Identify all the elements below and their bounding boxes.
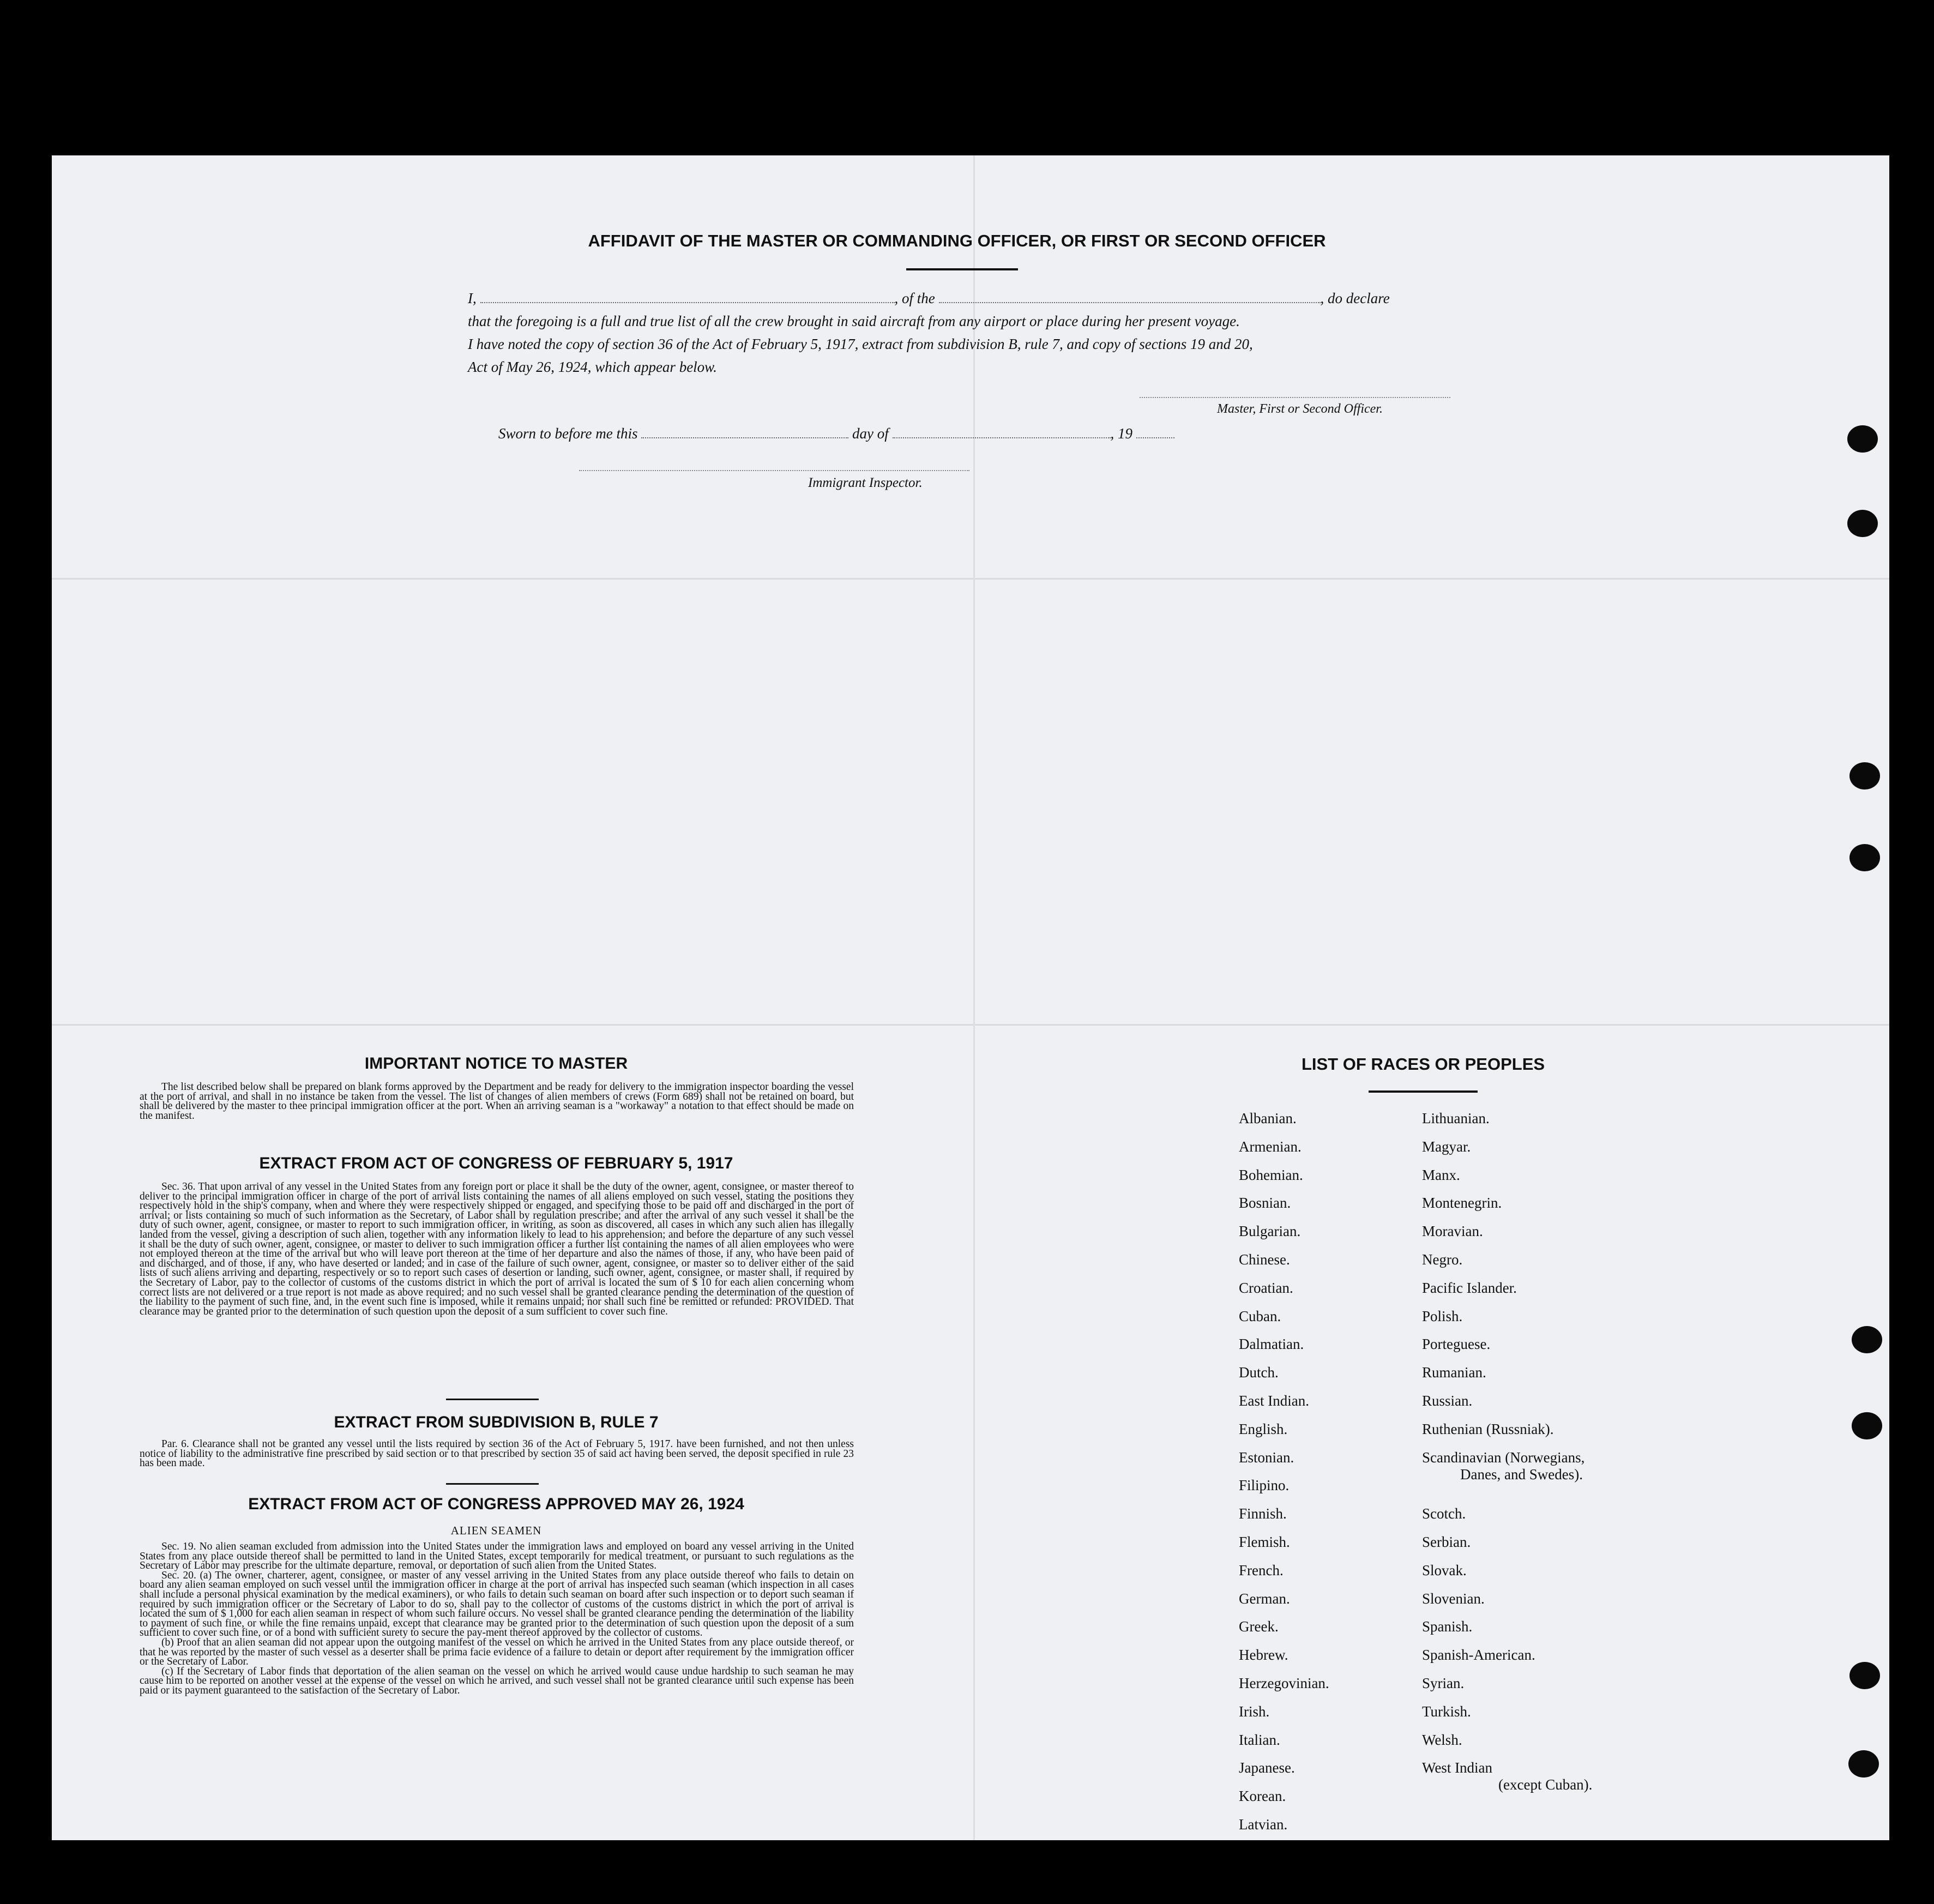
race-item: Armenian. — [1239, 1138, 1302, 1155]
race-item: Chinese. — [1239, 1251, 1290, 1268]
day-field[interactable] — [641, 437, 848, 438]
race-item: Hebrew. — [1239, 1647, 1288, 1664]
title-rule — [906, 268, 1018, 270]
punch-hole — [1852, 1326, 1882, 1353]
race-item: Pacific Islander. — [1422, 1279, 1517, 1296]
master-signature-line[interactable] — [1140, 397, 1450, 398]
race-item: Welsh. — [1422, 1731, 1462, 1748]
fold-line-vertical — [973, 155, 975, 1840]
of-the-label: , of the — [894, 290, 935, 306]
punch-hole — [1848, 1750, 1879, 1778]
do-declare-label: , do declare — [1320, 290, 1390, 306]
race-item: East Indian. — [1239, 1393, 1309, 1409]
race-item: Filipino. — [1239, 1477, 1290, 1494]
affidavit-line2: that the foregoing is a full and true list of all the crew brought in said aircraft from any airport or place during her present voyage. — [468, 313, 1240, 329]
races-title-rule — [1369, 1090, 1478, 1093]
sec20b-paragraph: (b) Proof that an alien seaman did not appear upon the outgoing manifest of the vessel on which he arrived in the United States from any place outside thereof, or that he was reported by the master of such vessel as a deserter shall be prima facie evidence of a failure to detain or deport after requirement by the immigration officer or the Secretary of Labor. — [140, 1636, 854, 1668]
race-item: Russian. — [1422, 1393, 1473, 1409]
extract-1917-body: Sec. 36. That upon arrival of any vessel in the United States from any foreign port or place it shall be the duty of the owner, agent, consignee, or master thereof to deliver to the principal immigration officer in charge of the port of arrival lists containing the names of all aliens employed on such vessel, stating the positions they respectively hold in the ship's company, when and where they were respectively shipped or engaged, and specifying those to be paid off and discharged in the port of arrival; or lists containing so much of such information as the Secretary, of Labor shall by regulation prescribe; and after the arrival of any such vessel it shall be the duty of such owner, agent, consignee, or master to report to such immigration officer, in writing, as soon as discovered, all cases in which any such alien has illegally landed from the vessel, giving a description of such alien, together with any information likely to lead to his apprehension; and before the departure of any such vessel it shall be the duty of such owner, agent, consignee, or master to deliver to such immigration officer a further list containing the names of all alien employees who were not employed thereon at the time of the arrival but who will leave port thereon at the time of her departure and also the names of those, if any, who have been paid of and discharged, and of those, if any, who have deserted or landed; and in case of the failure of such owner, agent, consignee, or master so to deliver either of the said lists of such aliens arriving and departing, respectively or so to report such cases of desertion or landing, such owner, agent, consignee, or master shall, if required by the Secretary of Labor, pay to the collector of customs of the customs district in which the port of arrival is located the sum of $ 10 for each alien concerning whom correct lists are not delivered or a true report is not made as above required; and no such vessel shall be granted clearance pending the determination of the question of the liability to the payment of such fine, and, in the event such fine is imposed, while it remains unpaid; nor shall such fine be remitted or refunded: PROVIDED. That clearance may be granted prior to the determination of such question upon the deposit of a sum sufficient to cover such fine. — [140, 1181, 854, 1317]
day-of-label: day of — [852, 425, 889, 442]
race-item: Lithuanian. — [1422, 1110, 1490, 1126]
section-rule — [446, 1483, 539, 1485]
race-item: Korean. — [1239, 1788, 1286, 1805]
race-item: English. — [1239, 1420, 1288, 1437]
race-item: Italian. — [1239, 1731, 1280, 1748]
race-item: West Indian — [1422, 1760, 1493, 1776]
race-item: Croatian. — [1239, 1279, 1293, 1296]
race-item: Irish. — [1239, 1703, 1270, 1720]
year-label: , 19 — [1110, 425, 1132, 442]
inspector-signature-line[interactable] — [579, 470, 969, 471]
affidavit-line3: I have noted the copy of section 36 of the Act of February 5, 1917, extract from subdivision B, rule 7, and copy of sections 19 and 20, — [468, 336, 1253, 352]
race-item: Moravian. — [1422, 1223, 1483, 1240]
race-item: Scandinavian (Norwegians, — [1422, 1449, 1585, 1466]
race-item: French. — [1239, 1562, 1284, 1578]
race-item: Albanian. — [1239, 1110, 1297, 1126]
race-item: Ruthenian (Russniak). — [1422, 1420, 1554, 1437]
inspector-label: Immigrant Inspector. — [808, 475, 923, 490]
race-item: Danes, and Swedes). — [1460, 1466, 1583, 1483]
punch-hole — [1847, 510, 1878, 537]
race-item: Dalmatian. — [1239, 1336, 1304, 1353]
master-signature-label: Master, First or Second Officer. — [1217, 402, 1383, 416]
race-item: Estonian. — [1239, 1449, 1294, 1466]
affidavit-line4: Act of May 26, 1924, which appear below. — [468, 359, 717, 375]
race-item: Montenegrin. — [1422, 1195, 1502, 1212]
rule7-title: EXTRACT FROM SUBDIVISION B, RULE 7 — [334, 1413, 659, 1431]
race-item: German. — [1239, 1590, 1290, 1607]
race-item: Cuban. — [1239, 1308, 1281, 1324]
i-label: I, — [468, 290, 477, 306]
extract-1924-body — [140, 1542, 854, 1696]
fold-line-horizontal — [52, 1024, 1889, 1026]
name-field[interactable] — [480, 302, 895, 303]
race-item: Spanish-American. — [1422, 1647, 1535, 1664]
races-title: LIST OF RACES OR PEOPLES — [1301, 1055, 1545, 1074]
punch-hole — [1847, 425, 1878, 453]
race-item: Manx. — [1422, 1166, 1460, 1183]
race-item: Turkish. — [1422, 1703, 1471, 1720]
race-item: Bohemian. — [1239, 1166, 1303, 1183]
race-item: Slovak. — [1422, 1562, 1467, 1578]
sec19-paragraph: Sec. 19. No alien seaman excluded from admission into the United States under the immigration laws and employed on board any vessel arriving in the United States from any place outside thereof shall be permitted to land in the United States, except temporarily for medical treatment, or pursuant to such regulations as the Secretary of Labor may prescribe for the ultimate departure, removal, or deportation of such alien from the United States. — [140, 1541, 854, 1572]
section-rule — [446, 1399, 539, 1400]
sec20a-paragraph: Sec. 20. (a) The owner, charterer, agent, consignee, or master of any vessel arriving in the United States from any place outside thereof who fails to detain on board any alien seaman employed on such vessel until the immigration officer in charge at the port of arrival has inspected such seaman (which inspection in all cases shall include a personal physical examination by the medical examiners), or who fails to detain such seaman on board after such inspection or to deport such seaman if required by such immigration officer or the Secretary of Labor to do so, shall pay to the collector of customs of the customs district in which the port of arrival is located the sum of $ 1,000 for each alien seaman in respect of whom such failure occurs. No vessel shall be granted clearance pending the determination of the liability to payment of such fine, or while the fine remains unpaid, except that clearance may be granted prior to the determination of such question upon the deposit of a sum sufficient to cover such fine, or of a bond with sufficient surety to secure the pay-ment thereof approved by the collector of customs. — [140, 1569, 854, 1639]
sworn-label: Sworn to before me this — [498, 425, 638, 442]
race-item: Latvian. — [1239, 1816, 1288, 1833]
race-item: Dutch. — [1239, 1364, 1279, 1381]
race-item: (except Cuban). — [1498, 1776, 1593, 1793]
race-item: Negro. — [1422, 1251, 1463, 1268]
punch-hole — [1849, 844, 1880, 871]
race-item: Slovenian. — [1422, 1590, 1485, 1607]
race-item: Bosnian. — [1239, 1195, 1291, 1212]
punch-hole — [1852, 1412, 1882, 1439]
race-item: Syrian. — [1422, 1675, 1465, 1691]
race-item: Japanese. — [1239, 1760, 1295, 1776]
race-item: Greek. — [1239, 1618, 1279, 1635]
month-field[interactable] — [893, 437, 1111, 438]
extract-1924-title: EXTRACT FROM ACT OF CONGRESS APPROVED MAY 26, 1924 — [248, 1495, 744, 1513]
sec20c-paragraph: (c) If the Secretary of Labor finds that deportation of the alien seaman on the vessel on which he arrived would cause undue hardship to such seaman he may cause him to be reported on another vessel at the expense of the vessel on which he arrived, and such vessel shall not be granted clearance until such expense has been paid or its payment guaranteed to the satisfaction of the Secretary of Labor. — [140, 1665, 854, 1696]
alien-seamen-subtitle: ALIEN SEAMEN — [450, 1524, 542, 1537]
race-item: Bulgarian. — [1239, 1223, 1301, 1240]
race-item: Finnish. — [1239, 1505, 1287, 1522]
race-item: Magyar. — [1422, 1138, 1471, 1155]
year-field[interactable] — [1136, 437, 1174, 438]
affidavit-title: AFFIDAVIT OF THE MASTER OR COMMANDING OFFICER, OR FIRST OR SECOND OFFICER — [588, 231, 1326, 250]
punch-hole — [1849, 762, 1880, 790]
notice-body: The list described below shall be prepared on blank forms approved by the Department and be ready for delivery to the immigration inspector boarding the vessel at the port of arrival, and shall in no instance be taken from the vessel. The list of changes of alien members of crews (Form 689) shall not be retained on board, but shall be delivered by the master to thee principal immigration officer at the port. When an arriving seaman is a "workaway" a notation to that effect should be made on the manifest. — [140, 1081, 854, 1122]
sworn-line — [498, 425, 1174, 442]
race-item: Herzegovinian. — [1239, 1675, 1329, 1691]
race-item: Scotch. — [1422, 1505, 1466, 1522]
extract-1917-title: EXTRACT FROM ACT OF CONGRESS OF FEBRUARY 5, 1917 — [259, 1154, 733, 1172]
vessel-field[interactable] — [939, 302, 1321, 303]
race-item: Spanish. — [1422, 1618, 1473, 1635]
race-item: Rumanian. — [1422, 1364, 1486, 1381]
race-item: Flemish. — [1239, 1534, 1290, 1550]
race-item: Porteguese. — [1422, 1336, 1491, 1353]
notice-title: IMPORTANT NOTICE TO MASTER — [364, 1055, 628, 1072]
race-item: Serbian. — [1422, 1534, 1471, 1550]
affidavit-line1 — [468, 290, 1460, 307]
race-item: Polish. — [1422, 1308, 1463, 1324]
punch-hole — [1849, 1662, 1880, 1689]
fold-line-horizontal — [52, 578, 1889, 580]
rule7-body: Par. 6. Clearance shall not be granted any vessel until the lists required by section 36 of the Act of February 5, 1917. have been furnished, and not then unless notice of liability to the administrative fine prescribed by said section or to that prescribed by section 35 of said act having been served, the deposit specified in rule 23 has been made. — [140, 1438, 854, 1469]
